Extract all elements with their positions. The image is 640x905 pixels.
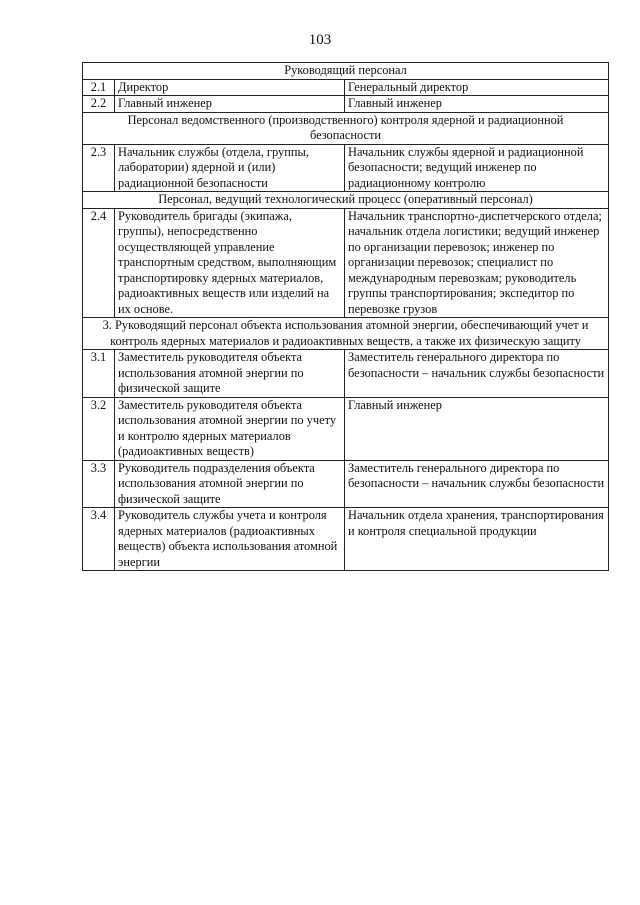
section-header: Руководящий персонал	[83, 63, 609, 80]
position-cell: Заместитель руководителя объекта использования атомной энергии по учету и контролю ядерных материалов (радиоактивных веществ)	[115, 397, 345, 460]
row-number: 3.2	[83, 397, 115, 460]
section-header-row	[83, 112, 609, 144]
table-row	[83, 397, 609, 460]
equivalent-position-cell: Генеральный директор	[345, 79, 609, 96]
table-row	[83, 508, 609, 571]
position-cell: Главный инженер	[115, 96, 345, 113]
equivalent-position-cell: Главный инженер	[345, 96, 609, 113]
row-number: 2.1	[83, 79, 115, 96]
page-number: 103	[308, 32, 332, 48]
position-cell: Руководитель бригады (экипажа, группы), непосредственно осуществляющей управление транспортным средством, выполняющим транспортировку ядерных материалов, радиоактивных веществ или изделий на их основе.	[115, 208, 345, 318]
position-cell: Директор	[115, 79, 345, 96]
section-header-row	[83, 192, 609, 209]
table-row	[83, 460, 609, 508]
section-header: Персонал, ведущий технологический процесс (оперативный персонал)	[83, 192, 609, 209]
positions-table	[82, 62, 609, 571]
row-number: 3.1	[83, 350, 115, 398]
table-row	[83, 144, 609, 192]
row-number: 2.4	[83, 208, 115, 318]
section-header-row	[83, 318, 609, 350]
table-row	[83, 350, 609, 398]
row-number: 2.3	[83, 144, 115, 192]
row-number: 3.4	[83, 508, 115, 571]
position-cell: Начальник службы (отдела, группы, лаборатории) ядерной и (или) радиационной безопасности	[115, 144, 345, 192]
row-number: 2.2	[83, 96, 115, 113]
section-header: 3. Руководящий персонал объекта использования атомной энергии, обеспечивающий учет и контроль ядерных материалов и радиоактивных веществ, а также их физическую защиту	[83, 318, 609, 350]
table-row	[83, 79, 609, 96]
equivalent-position-cell: Начальник транспортно-диспетчерского отдела; начальник отдела логистики; ведущий инженер по организации перевозок; инженер по организации перевозок; специалист по международным перевозкам; руководитель группы транспортирования; экспедитор по перевозке грузов	[345, 208, 609, 318]
table-row	[83, 208, 609, 318]
equivalent-position-cell: Начальник отдела хранения, транспортирования и контроля специальной продукции	[345, 508, 609, 571]
equivalent-position-cell: Главный инженер	[345, 397, 609, 460]
equivalent-position-cell: Заместитель генерального директора по безопасности – начальник службы безопасности	[345, 350, 609, 398]
position-cell: Руководитель подразделения объекта использования атомной энергии по физической защите	[115, 460, 345, 508]
position-cell: Руководитель службы учета и контроля ядерных материалов (радиоактивных веществ) объекта использования атомной энергии	[115, 508, 345, 571]
position-cell: Заместитель руководителя объекта использования атомной энергии по физической защите	[115, 350, 345, 398]
section-header: Персонал ведомственного (производственного) контроля ядерной и радиационной безопасности	[83, 112, 609, 144]
equivalent-position-cell: Начальник службы ядерной и радиационной безопасности; ведущий инженер по радиационному контролю	[345, 144, 609, 192]
row-number: 3.3	[83, 460, 115, 508]
section-header-row	[83, 63, 609, 80]
table-row	[83, 96, 609, 113]
equivalent-position-cell: Заместитель генерального директора по безопасности – начальник службы безопасности	[345, 460, 609, 508]
